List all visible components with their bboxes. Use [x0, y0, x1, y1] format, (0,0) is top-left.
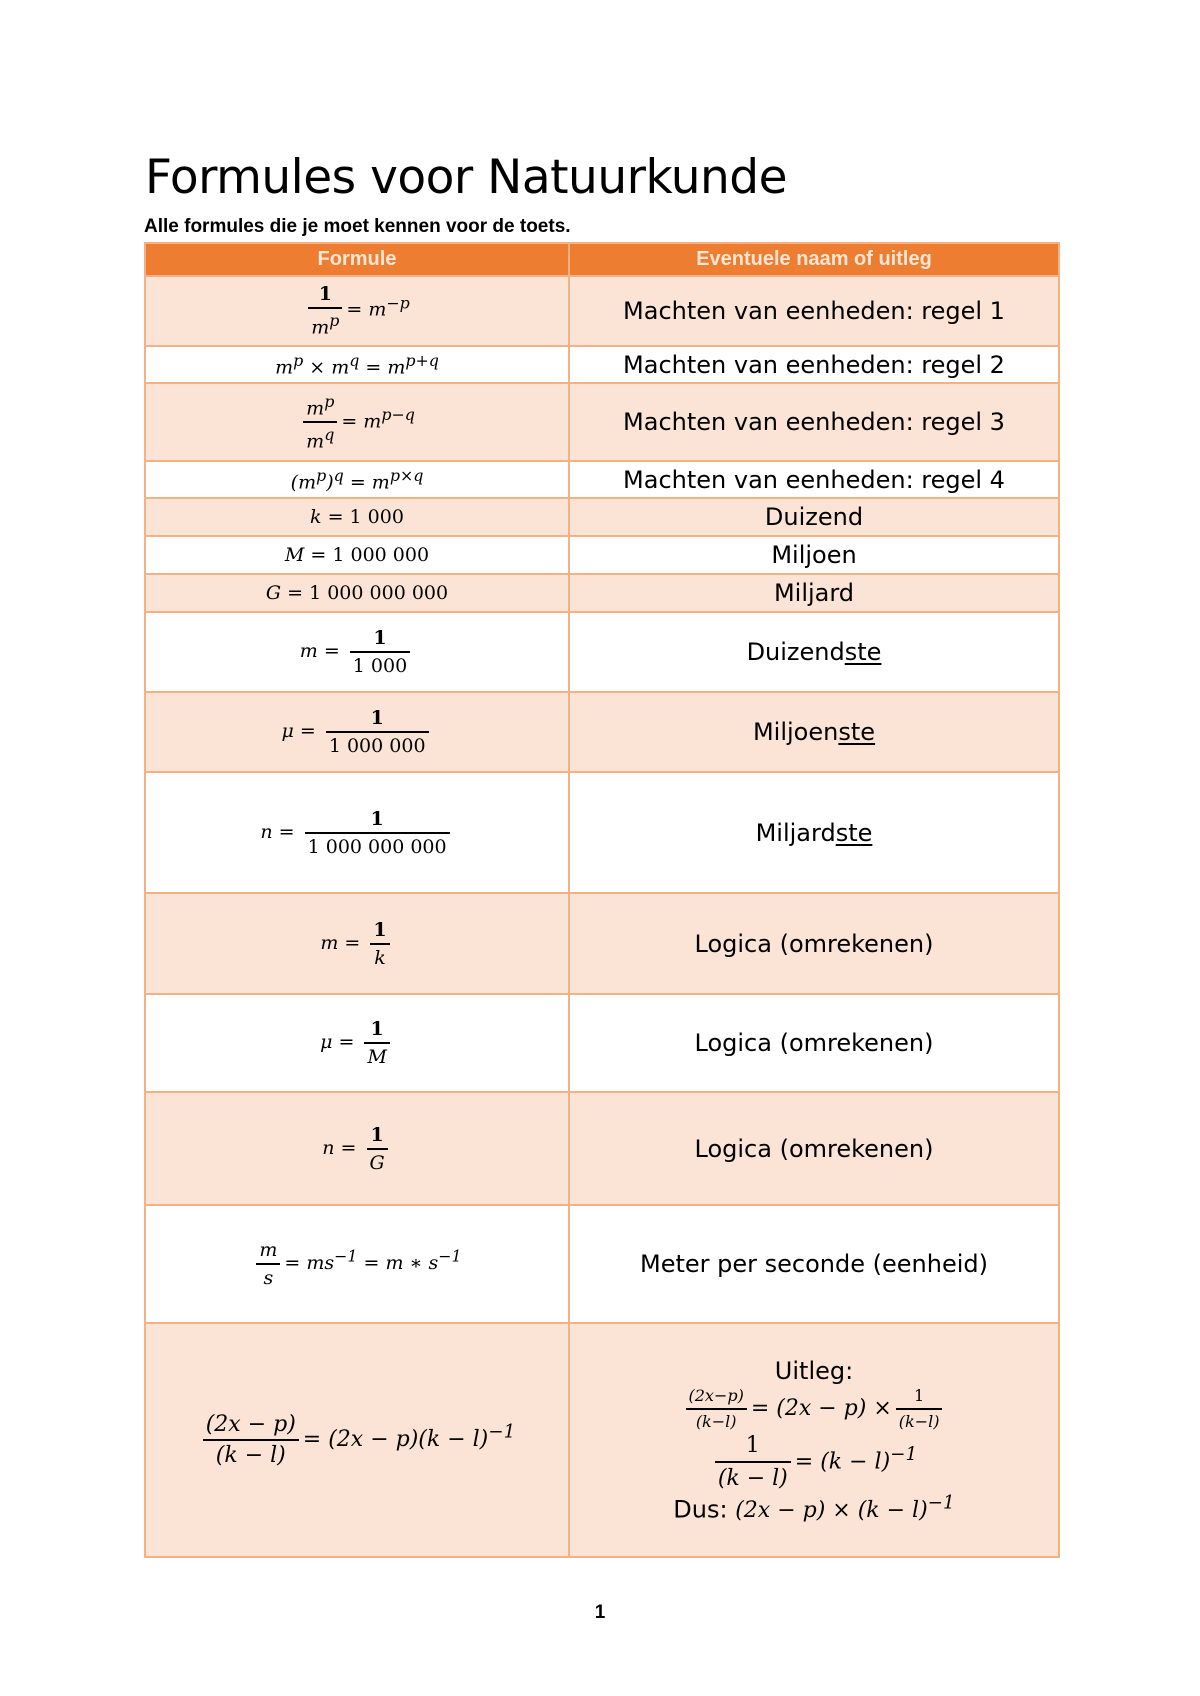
fraction: $\frac{1}{1 000 000 000}$ — [305, 808, 450, 858]
table-row — [145, 498, 1059, 536]
fraction: $\frac{1}{G}$ — [367, 1124, 388, 1174]
description-cell: Miljardste — [569, 772, 1059, 893]
table-row — [145, 346, 1059, 383]
table-row — [145, 1205, 1059, 1323]
formula-cell: m = $\frac{1}{k}$ — [145, 893, 569, 994]
table-row — [145, 1323, 1059, 1557]
description-cell — [569, 1323, 1059, 1557]
fraction: $\frac{1}{(k - l)}$ — [715, 1432, 791, 1493]
description-cell: Duizendste — [569, 612, 1059, 692]
description-cell: Logica (omrekenen) — [569, 893, 1059, 994]
formula-cell: m = $\frac{1}{1 000}$ — [145, 612, 569, 692]
page-subtitle: Alle formules die je moet kennen voor de toets. — [144, 216, 571, 237]
formula-cell: M = 1 000 000 — [145, 536, 569, 574]
formula-cell: μ = $\frac{1}{1 000 000}$ — [145, 692, 569, 772]
formula-table — [144, 242, 1060, 1558]
description-cell: Logica (omrekenen) — [569, 994, 1059, 1092]
description-cell: Miljard — [569, 574, 1059, 612]
fraction: $\frac{m}{s}$ — [256, 1239, 280, 1289]
header-description: Eventuele naam of uitleg — [569, 243, 1059, 276]
table-row — [145, 276, 1059, 346]
description-cell: Meter per seconde (eenheid) — [569, 1205, 1059, 1323]
description-cell: Machten van eenheden: regel 3 — [569, 383, 1059, 461]
fraction: $\frac{(2x - p)}{(k - l)}$ — [203, 1412, 299, 1468]
formula-cell: $(m^p)^q = m^{p\times q}$ — [145, 461, 569, 498]
formula-cell: G = 1 000 000 000 — [145, 574, 569, 612]
fraction: $\frac{1}{k}$ — [370, 919, 389, 969]
formula-cell: $\frac{1}{m^p}$ = $m^{-p}$ — [145, 276, 569, 346]
fraction: $\frac{1}{1 000 000}$ — [326, 707, 429, 757]
description-cell: Machten van eenheden: regel 2 — [569, 346, 1059, 383]
description-cell: Miljoen — [569, 536, 1059, 574]
explanation-line-1: $\frac{(2x-p)}{(k-l)}$ = (2x − p) × $\frac{1}{(k-l)}$ — [570, 1386, 1058, 1432]
fraction: $\frac{1}{M}$ — [364, 1018, 389, 1068]
formula-cell: n = $\frac{1}{1 000 000 000}$ — [145, 772, 569, 893]
table-row — [145, 772, 1059, 893]
formula-cell: $m^p \times m^q = m^{p+q}$ — [145, 346, 569, 383]
header-formula: Formule — [145, 243, 569, 276]
table-row — [145, 461, 1059, 498]
page-title: Formules voor Natuurkunde — [145, 150, 788, 205]
table-row — [145, 893, 1059, 994]
description-cell: Machten van eenheden: regel 4 — [569, 461, 1059, 498]
explanation-line-2: $\frac{1}{(k - l)}$ = $(k - l)^{-1}$ — [570, 1432, 1058, 1493]
fraction: $\frac{1}{(k-l)}$ — [896, 1386, 943, 1432]
description-cell: Duizend — [569, 498, 1059, 536]
formula-cell: $\frac{m}{s}$ = $ms^{-1} = m$ ∗ $s^{-1}$ — [145, 1205, 569, 1323]
fraction: $\frac{1}{m^p}$ — [308, 283, 342, 338]
description-cell: Logica (omrekenen) — [569, 1092, 1059, 1205]
table-row — [145, 612, 1059, 692]
table-row — [145, 574, 1059, 612]
description-cell: Miljoenste — [569, 692, 1059, 772]
table-header-row — [145, 243, 1059, 276]
explanation-line-3: Dus: $(2x - p) \times (k - l)^{-1}$ — [673, 1492, 955, 1523]
table-row — [145, 692, 1059, 772]
formula-cell: $\frac{m^p}{m^q}$ = $m^{p-q}$ — [145, 383, 569, 461]
fraction: $\frac{(2x-p)}{(k-l)}$ — [686, 1386, 747, 1432]
formula-cell: n = $\frac{1}{G}$ — [145, 1092, 569, 1205]
explanation-heading: Uitleg: — [774, 1356, 854, 1385]
page-number: 1 — [594, 1602, 606, 1623]
fraction: $\frac{1}{1 000}$ — [350, 627, 410, 677]
table-row — [145, 536, 1059, 574]
formula-cell: $\frac{(2x - p)}{(k - l)}$ = $(2x - p)(k - l)^{-1}$ — [145, 1323, 569, 1557]
formula-cell: k = 1 000 — [145, 498, 569, 536]
table-row — [145, 383, 1059, 461]
description-cell: Machten van eenheden: regel 1 — [569, 276, 1059, 346]
table-row — [145, 994, 1059, 1092]
formula-cell: μ = $\frac{1}{M}$ — [145, 994, 569, 1092]
fraction: $\frac{m^p}{m^q}$ — [303, 392, 337, 453]
table-row — [145, 1092, 1059, 1205]
